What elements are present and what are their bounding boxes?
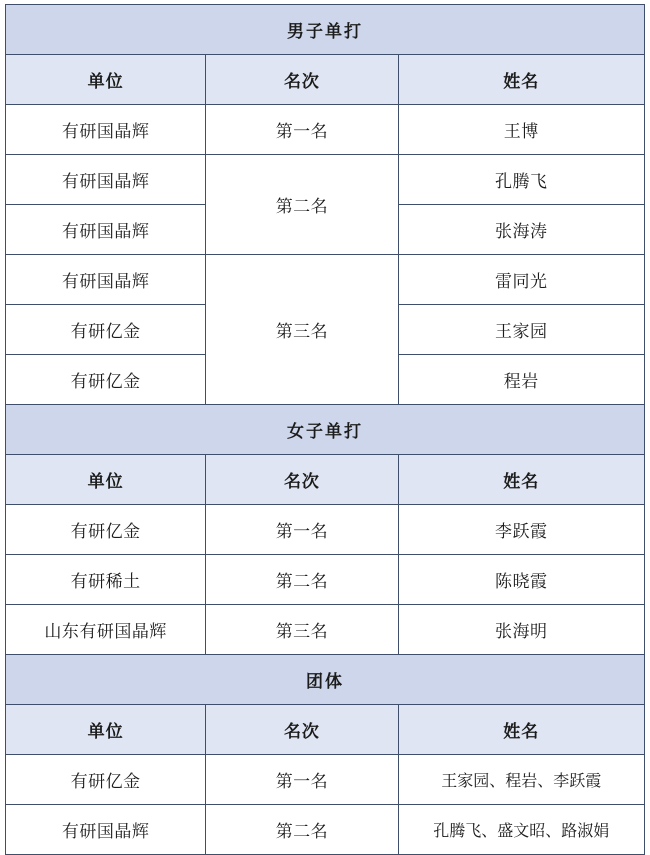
unit-cell: 有研亿金: [6, 355, 206, 405]
column-header: 名次: [206, 55, 398, 105]
table-row: [6, 555, 645, 605]
unit-cell: 有研国晶辉: [6, 105, 206, 155]
rank-cell: 第三名: [206, 255, 398, 405]
column-header-row: [6, 55, 645, 105]
column-header-row: [6, 705, 645, 755]
column-header: 姓名: [398, 455, 644, 505]
table-row: [6, 255, 645, 305]
section-title: 女子单打: [6, 405, 645, 455]
table-row: [6, 155, 645, 205]
athlete-name-cell: 雷同光: [398, 255, 644, 305]
unit-cell: 有研亿金: [6, 305, 206, 355]
unit-cell: 山东有研国晶辉: [6, 605, 206, 655]
table-row: [6, 605, 645, 655]
column-header: 名次: [206, 455, 398, 505]
unit-cell: 有研国晶辉: [6, 205, 206, 255]
athlete-name-cell: 王博: [398, 105, 644, 155]
athlete-name-cell: 张海涛: [398, 205, 644, 255]
rank-cell: 第二名: [206, 155, 398, 255]
column-header: 名次: [206, 705, 398, 755]
table-row: [6, 805, 645, 855]
athlete-name-cell: 孔腾飞: [398, 155, 644, 205]
section-title: 团体: [6, 655, 645, 705]
unit-cell: 有研稀土: [6, 555, 206, 605]
table-row: [6, 505, 645, 555]
unit-cell: 有研亿金: [6, 755, 206, 805]
rank-cell: 第三名: [206, 605, 398, 655]
results-table-body: [6, 5, 645, 855]
column-header: 单位: [6, 705, 206, 755]
column-header: 单位: [6, 55, 206, 105]
column-header: 单位: [6, 455, 206, 505]
rank-cell: 第一名: [206, 105, 398, 155]
rank-cell: 第二名: [206, 555, 398, 605]
unit-cell: 有研国晶辉: [6, 255, 206, 305]
athlete-name-cell: 王家园、程岩、李跃霞: [398, 755, 644, 805]
section-title-row: [6, 655, 645, 705]
rank-cell: 第二名: [206, 805, 398, 855]
rank-cell: 第一名: [206, 505, 398, 555]
table-row: [6, 755, 645, 805]
athlete-name-cell: 张海明: [398, 605, 644, 655]
unit-cell: 有研国晶辉: [6, 805, 206, 855]
competition-results-table: [5, 4, 645, 855]
column-header-row: [6, 455, 645, 505]
athlete-name-cell: 陈晓霞: [398, 555, 644, 605]
athlete-name-cell: 王家园: [398, 305, 644, 355]
section-title-row: [6, 405, 645, 455]
unit-cell: 有研国晶辉: [6, 155, 206, 205]
athlete-name-cell: 程岩: [398, 355, 644, 405]
rank-cell: 第一名: [206, 755, 398, 805]
column-header: 姓名: [398, 705, 644, 755]
section-title-row: [6, 5, 645, 55]
section-title: 男子单打: [6, 5, 645, 55]
athlete-name-cell: 李跃霞: [398, 505, 644, 555]
column-header: 姓名: [398, 55, 644, 105]
unit-cell: 有研亿金: [6, 505, 206, 555]
athlete-name-cell: 孔腾飞、盛文昭、路淑娟: [398, 805, 644, 855]
table-row: [6, 105, 645, 155]
